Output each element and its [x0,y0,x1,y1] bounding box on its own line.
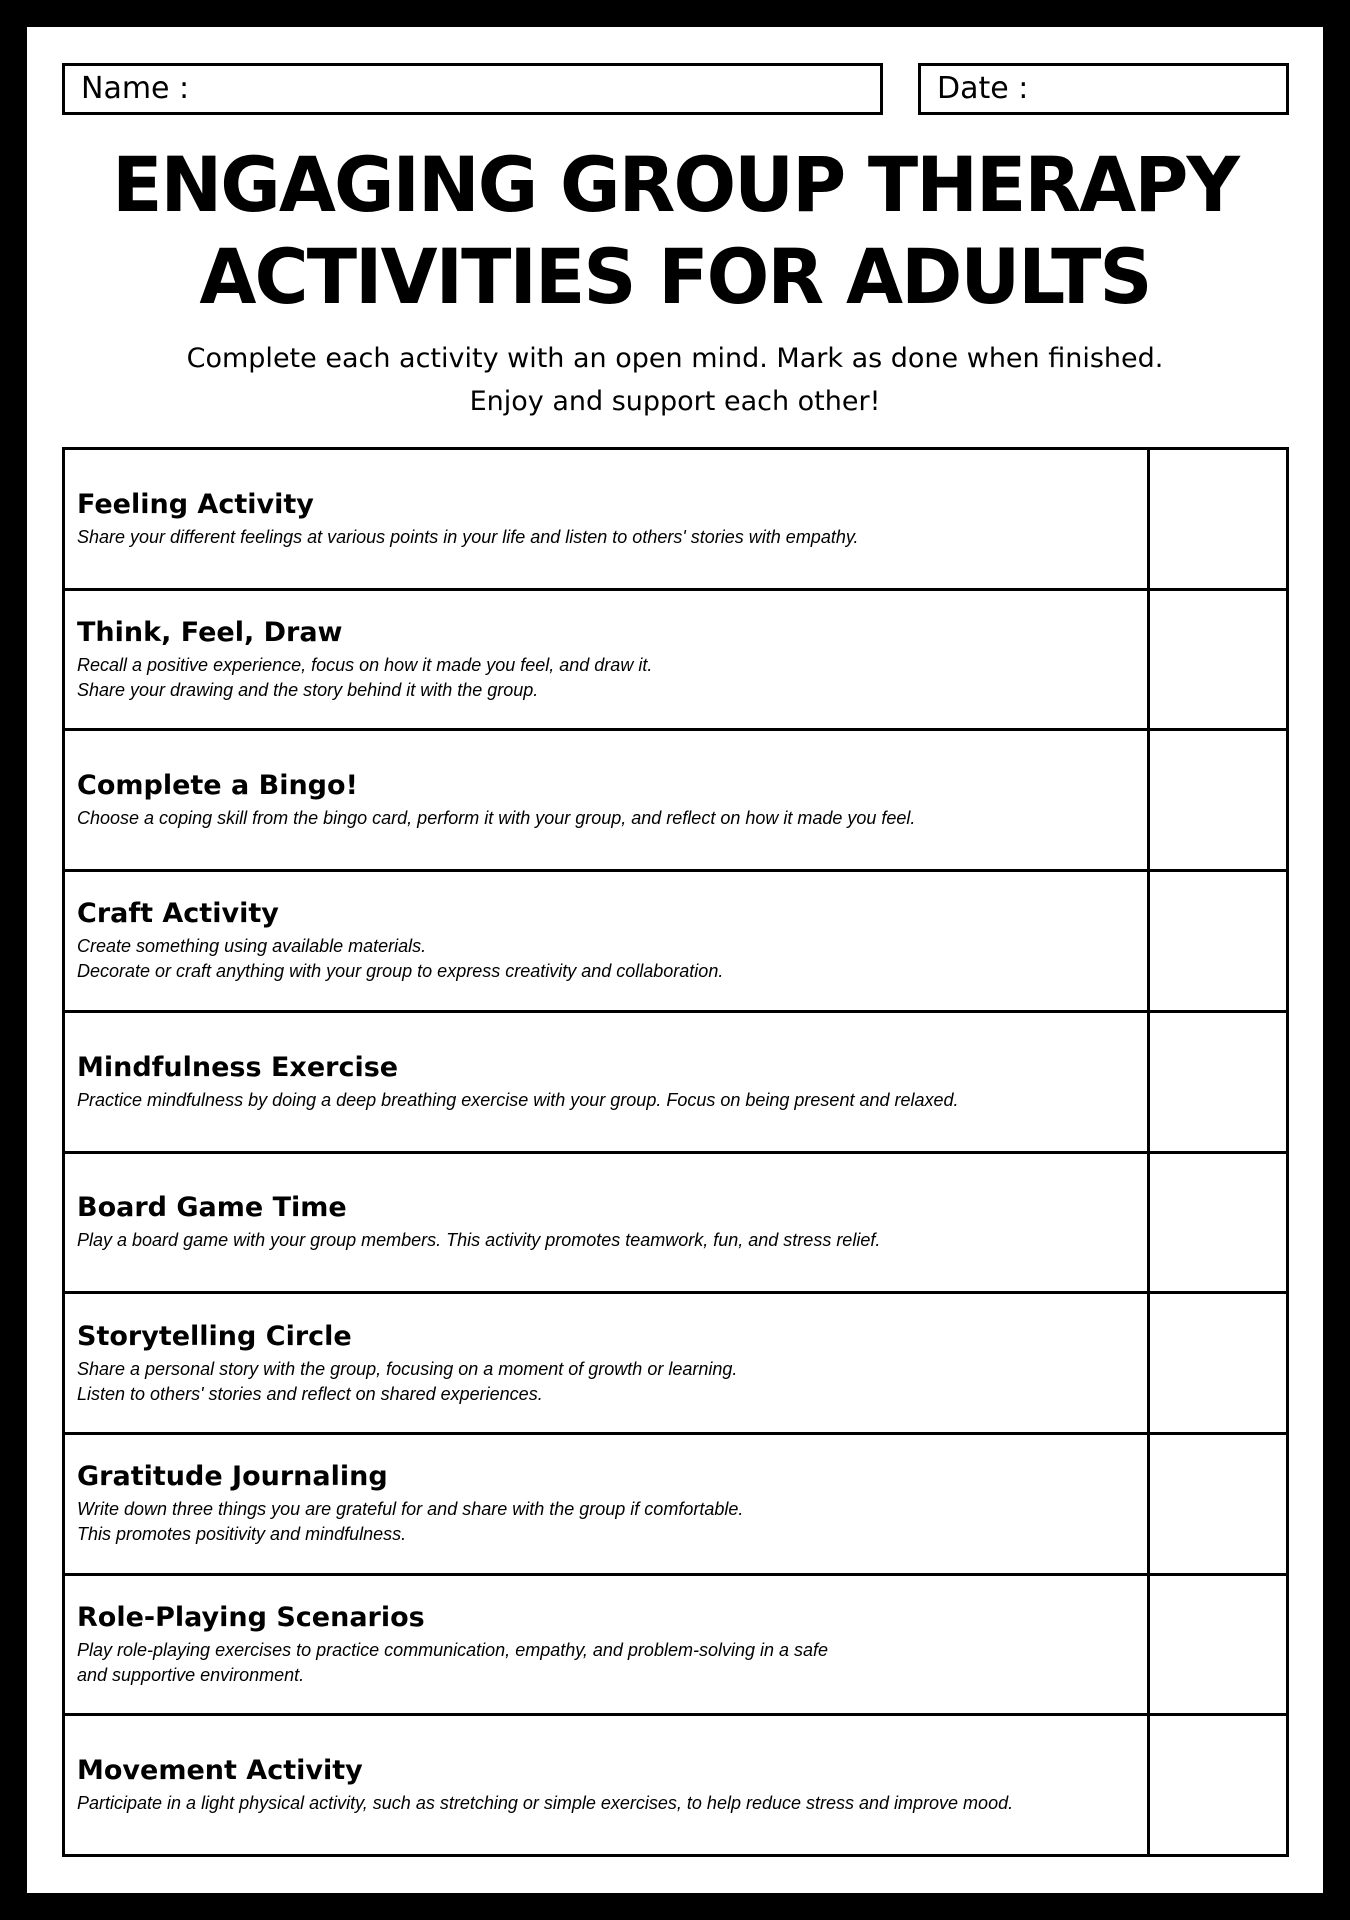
activity-description [77,1791,1135,1816]
done-checkbox[interactable] [1150,1576,1286,1714]
activity-description-line: Write down three things you are grateful for and share with the group if comfortable. [77,1499,744,1520]
activity-description [77,1638,1135,1688]
done-checkbox[interactable] [1150,450,1286,588]
instructions [27,337,1323,423]
activity-text-cell [65,1576,1150,1714]
activity-text-cell [65,872,1150,1010]
activity-row [65,1154,1286,1295]
activity-description-line: Play role-playing exercises to practice communication, empathy, and problem-solving in a safe [77,1639,829,1660]
worksheet-page [27,27,1323,1893]
activity-row [65,872,1286,1013]
activity-description-line: Share your different feelings at various points in your life and listen to others' stories with empathy. [77,526,859,547]
name-field[interactable] [62,63,883,115]
activity-text-cell [65,1154,1150,1292]
activity-description-line: Play a board game with your group members. This activity promotes teamwork, fun, and stress relief. [77,1230,881,1251]
date-label: Date : [937,71,1029,106]
activity-row [65,450,1286,591]
activity-description [77,806,1135,831]
done-checkbox[interactable] [1150,872,1286,1010]
instructions-line-1: Complete each activity with an open mind. Mark as done when finished. [186,343,1164,374]
instructions-line-2: Enjoy and support each other! [469,386,881,417]
activity-description-line: Create something using available materials. [77,936,427,957]
activity-text-cell [65,1716,1150,1854]
page-title [46,139,1303,323]
date-field[interactable] [918,63,1289,115]
activity-description-line: Choose a coping skill from the bingo card, perform it with your group, and reflect on how it made you feel. [77,808,916,829]
activity-title: Role-Playing Scenarios [77,1601,425,1633]
done-checkbox[interactable] [1150,1435,1286,1573]
activity-text-cell [65,1013,1150,1151]
activity-title: Feeling Activity [77,488,314,520]
activity-description-line: Share a personal story with the group, focusing on a moment of growth or learning. [77,1358,738,1379]
done-checkbox[interactable] [1150,1013,1286,1151]
activity-description-line: This promotes positivity and mindfulness. [77,1524,407,1545]
done-checkbox[interactable] [1150,731,1286,869]
done-checkbox[interactable] [1150,1154,1286,1292]
title-line-1: ENGAGING GROUP THERAPY [112,140,1238,229]
activity-text-cell [65,591,1150,729]
activity-row [65,591,1286,732]
activity-description-line: and supportive environment. [77,1664,305,1685]
activity-description [77,1088,1135,1113]
activity-title: Mindfulness Exercise [77,1051,399,1083]
activity-row [65,1576,1286,1717]
name-label: Name : [81,71,190,106]
activity-table [62,447,1289,1857]
activity-description-line: Participate in a light physical activity, such as stretching or simple exercises, to help reduce stress and improve mood. [77,1793,1014,1814]
done-checkbox[interactable] [1150,1294,1286,1432]
activity-description-line: Decorate or craft anything with your group to express creativity and collaboration. [77,961,724,982]
activity-text-cell [65,450,1150,588]
activity-title: Storytelling Circle [77,1320,352,1352]
activity-description-line: Share your drawing and the story behind it with the group. [77,680,539,701]
activity-description-line: Recall a positive experience, focus on how it made you feel, and draw it. [77,655,653,676]
activity-description [77,934,1135,984]
activity-title: Gratitude Journaling [77,1461,388,1493]
title-line-2: ACTIVITIES FOR ADULTS [199,232,1151,321]
activity-text-cell [65,1294,1150,1432]
activity-row [65,1716,1286,1854]
activity-description [77,653,1135,703]
activity-row [65,1435,1286,1576]
activity-text-cell [65,731,1150,869]
activity-title: Complete a Bingo! [77,770,358,802]
activity-description [77,525,1135,550]
activity-title: Craft Activity [77,898,279,930]
activity-description [77,1497,1135,1547]
activity-title: Movement Activity [77,1755,363,1787]
activity-text-cell [65,1435,1150,1573]
activity-row [65,731,1286,872]
activity-description [77,1228,1135,1253]
activity-description-line: Listen to others' stories and reflect on shared experiences. [77,1383,543,1404]
activity-title: Think, Feel, Draw [77,617,343,649]
activity-description-line: Practice mindfulness by doing a deep breathing exercise with your group. Focus on being present and relaxed. [77,1089,959,1110]
activity-description [77,1357,1135,1407]
activity-row [65,1013,1286,1154]
done-checkbox[interactable] [1150,1716,1286,1854]
done-checkbox[interactable] [1150,591,1286,729]
activity-row [65,1294,1286,1435]
activity-title: Board Game Time [77,1192,347,1224]
